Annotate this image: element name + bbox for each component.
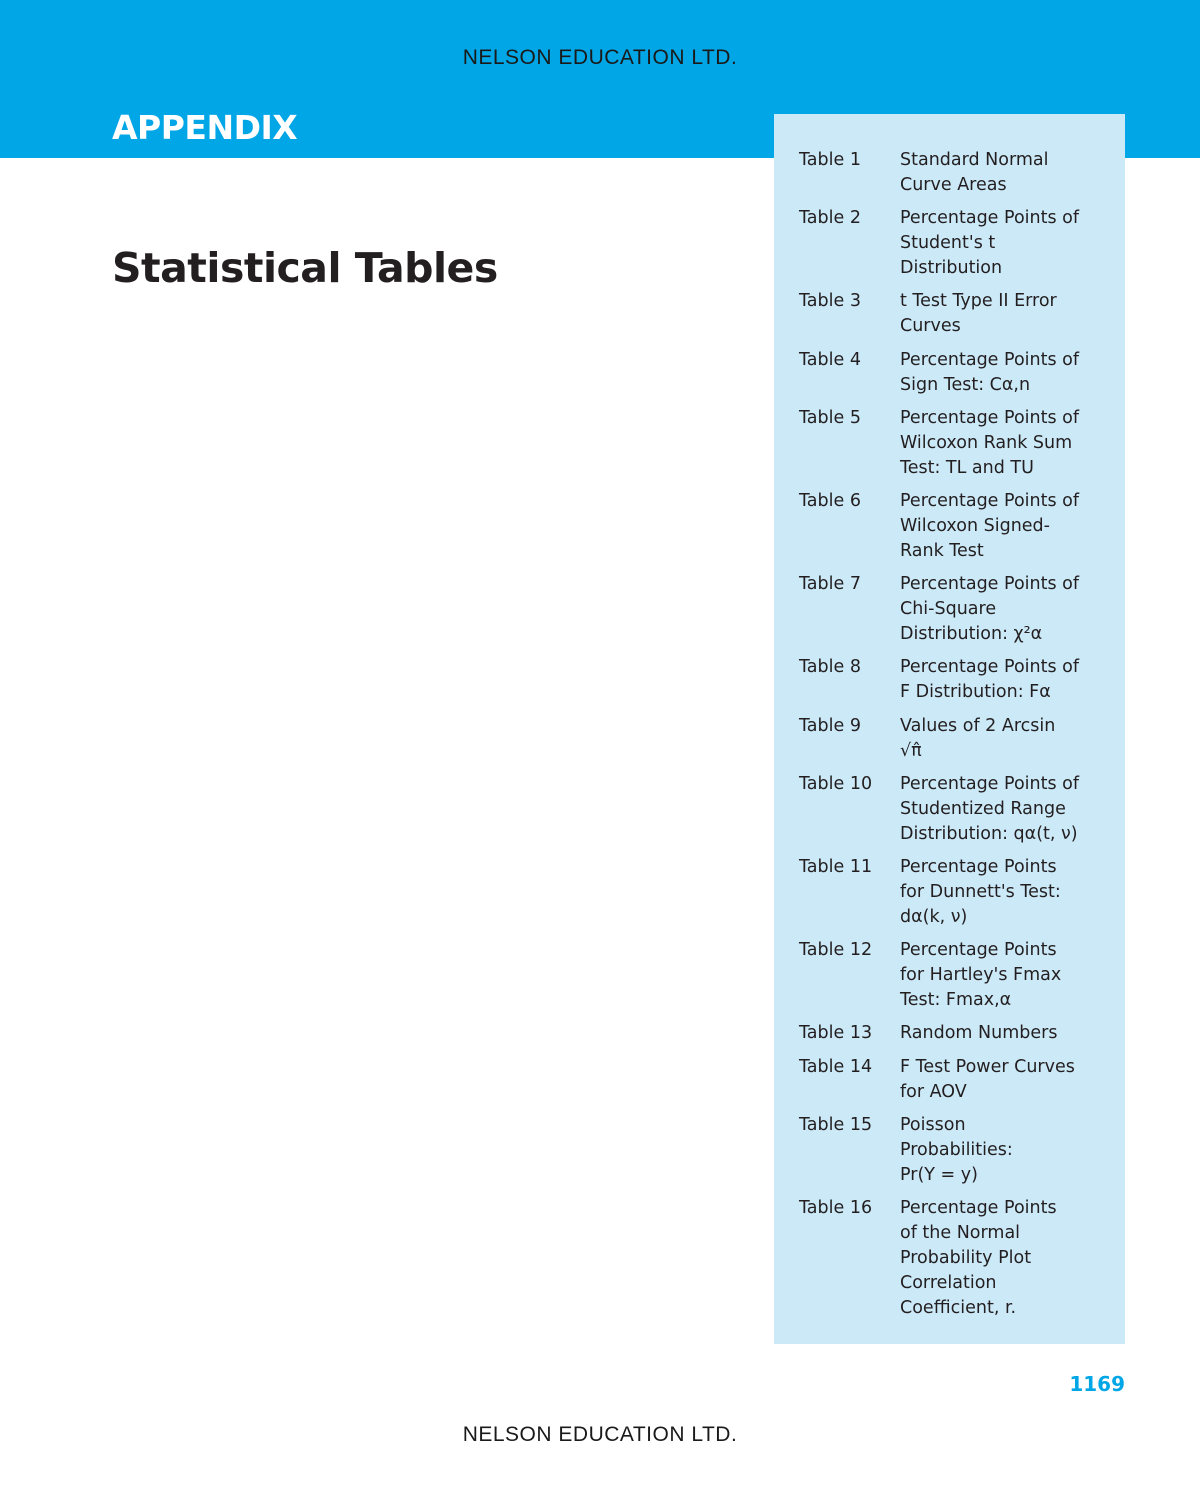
toc-entry <box>799 406 1109 481</box>
toc-entry-title-line: Wilcoxon Signed- <box>900 516 1050 536</box>
toc-entry <box>799 148 1109 198</box>
toc-entry-title-line: Values of 2 Arcsin <box>900 715 1056 736</box>
toc-entry-title <box>900 489 1105 564</box>
toc-entry <box>799 1113 1109 1188</box>
toc-entry-number: Table 14 <box>799 1056 873 1077</box>
toc-entry-title-line: Poisson <box>900 1114 966 1135</box>
toc-entry-title-line: Percentage Points of <box>900 773 1080 794</box>
footer-publisher: NELSON EDUCATION LTD. <box>462 1423 738 1446</box>
toc-entry-title-line: Percentage Points of <box>900 208 1080 229</box>
toc-entry <box>799 206 1109 281</box>
toc-entry-number: Table 3 <box>799 291 861 312</box>
toc-entry-title-line: Percentage Points <box>900 857 1057 877</box>
toc-entry <box>799 855 1109 930</box>
toc-entry-title-line: √π̂ <box>900 740 922 761</box>
toc-entry-title-line: Sign Test: Cα,n <box>900 374 1031 395</box>
toc-entry-title-line: for AOV <box>900 1081 967 1102</box>
page-title: Statistical Tables <box>112 244 498 292</box>
toc-entry-title-line: dα(k, ν) <box>900 907 968 927</box>
toc-entry-title-line: F Distribution: Fα <box>900 682 1051 703</box>
toc-entry-title-line: Percentage Points of <box>900 491 1080 511</box>
toc-entry-title <box>900 348 1105 398</box>
toc-entry-title-line: Correlation <box>900 1273 997 1293</box>
toc-entry-number: Table 9 <box>799 715 861 736</box>
toc-entry-number: Table 5 <box>799 407 861 428</box>
toc-entry <box>799 772 1109 847</box>
toc-entry-title-line: Distribution: χ²α <box>900 624 1043 645</box>
toc-entry-title-line: for Dunnett's Test: <box>900 882 1061 902</box>
toc-entry <box>799 489 1109 564</box>
toc-entry-title-line: Percentage Points <box>900 940 1057 961</box>
toc-entry-title-line: F Test Power Curves <box>900 1056 1075 1077</box>
toc-entry-title <box>900 148 1105 198</box>
toc-entry-title <box>900 714 1105 764</box>
toc-entry-title-line: Percentage Points <box>900 1198 1057 1218</box>
toc-entry-title-line: Curve Areas <box>900 175 1007 195</box>
toc-entry <box>799 655 1109 705</box>
toc-entry-title-line: Coefficient, r. <box>900 1298 1017 1318</box>
toc-entry-title-line: Random Numbers <box>900 1023 1058 1044</box>
toc-entry-title-line: of the Normal <box>900 1223 1021 1243</box>
toc-entry-title <box>900 289 1105 339</box>
toc-entry-title <box>900 1113 1105 1188</box>
toc-entry-title <box>900 206 1105 281</box>
toc-entry <box>799 1196 1109 1321</box>
toc-entry <box>799 348 1109 398</box>
toc-entry-title-line: Probability Plot <box>900 1248 1032 1268</box>
toc-entry-title <box>900 406 1105 481</box>
toc-entry-title-line: Pr(Y = y) <box>900 1164 978 1185</box>
toc-entry-title-line: Percentage Points of <box>900 657 1080 678</box>
appendix-label: APPENDIX <box>112 108 298 147</box>
toc-entry-title-line: Curves <box>900 316 961 337</box>
toc-entry-number: Table 6 <box>799 491 861 511</box>
toc-entry-title-line: Wilcoxon Rank Sum <box>900 432 1073 453</box>
toc-entry-number: Table 11 <box>799 857 873 877</box>
toc-entry <box>799 1021 1109 1046</box>
toc-entry-title-line: Test: TL and TU <box>900 457 1034 478</box>
toc-entry-title-line: Percentage Points of <box>900 407 1080 428</box>
toc-entry-number: Table 12 <box>799 940 873 961</box>
toc-entry-number: Table 4 <box>799 349 861 370</box>
toc-entry-title-line: Student's t <box>900 233 996 254</box>
toc-entry <box>799 714 1109 764</box>
toc-entry-title-line: Standard Normal <box>900 150 1049 170</box>
toc-entry-title <box>900 655 1105 705</box>
toc-entry-title-line: Test: Fmax,α <box>900 990 1012 1011</box>
header-publisher: NELSON EDUCATION LTD. <box>462 46 738 69</box>
toc-entry <box>799 572 1109 647</box>
toc-entry-title-line: t Test Type II Error <box>900 291 1057 312</box>
toc-entry-number: Table 10 <box>799 773 873 794</box>
toc-entry-title-line: Chi-Square <box>900 599 997 620</box>
page-number: 1169 <box>1069 1372 1125 1396</box>
toc-entry-number: Table 8 <box>799 657 861 678</box>
toc-entry-number: Table 2 <box>799 208 861 229</box>
toc-entry-title-line: Distribution <box>900 258 1003 279</box>
toc-entry-title <box>900 1055 1105 1105</box>
toc-entry-title-line: Percentage Points of <box>900 349 1080 370</box>
toc-entry-number: Table 7 <box>799 574 861 595</box>
toc-entry-title-line: Studentized Range <box>900 798 1066 819</box>
toc-entry-title-line: Probabilities: <box>900 1139 1013 1160</box>
toc-entry-title-line: for Hartley's Fmax <box>900 965 1062 986</box>
toc-entry-title-line: Percentage Points of <box>900 574 1080 595</box>
toc-entry <box>799 289 1109 339</box>
toc-entry-title <box>900 1196 1105 1321</box>
toc-entry-title <box>900 855 1105 930</box>
toc-entry-title-line: Distribution: qα(t, ν) <box>900 823 1078 844</box>
toc-entry-number: Table 1 <box>799 150 861 170</box>
toc-entry-title <box>900 1021 1105 1046</box>
toc-entry-title <box>900 938 1105 1013</box>
toc-entry <box>799 1055 1109 1105</box>
toc-entry-number: Table 16 <box>799 1198 873 1218</box>
toc-entry-number: Table 15 <box>799 1114 873 1135</box>
toc-entry-title <box>900 772 1105 847</box>
toc-entry <box>799 938 1109 1013</box>
toc-entry-title-line: Rank Test <box>900 541 984 561</box>
toc-entry-number: Table 13 <box>799 1023 873 1044</box>
toc-entry-title <box>900 572 1105 647</box>
